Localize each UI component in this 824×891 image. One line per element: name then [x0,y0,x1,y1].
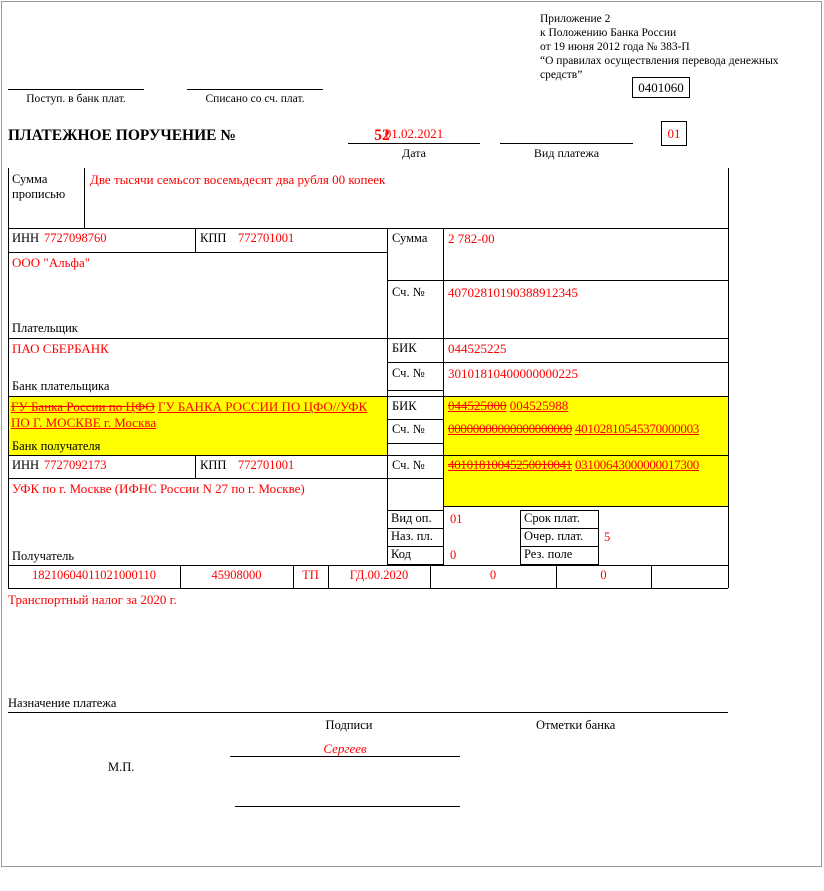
payer-bank-account-label: Сч. № [392,366,425,380]
payment-type-label: Вид платежа [533,146,600,160]
divider [651,565,652,588]
payer-bank-account-value: 30101810400000000225 [448,366,578,381]
table-left-border [8,168,9,588]
status-code-box: 01 [661,121,687,146]
divider [387,419,443,420]
signature-value: Сергеев [323,741,367,756]
document-title: ПЛАТЕЖНОЕ ПОРУЧЕНИЕ № [8,127,236,144]
divider [8,338,728,339]
divider [195,455,196,478]
payee-bank-caption: Банк получателя [12,439,101,453]
table-right-border [728,168,729,588]
divider [195,228,196,252]
appendix-block [540,12,822,82]
payment-type-line [500,126,633,144]
payee-bank-bik-label: БИК [392,399,417,413]
payee-bank-account-value [448,421,726,437]
tax-oktmo-cell: 45908000 [211,568,262,582]
payee-name: УФК по г. Москве (ИФНС России N 27 по г. Москве) [12,481,305,496]
payee-bank-name-new: ГУ БАНКА РОССИИ ПО ЦФО//УФК ПО Г. МОСКВЕ г. Москва [11,399,368,430]
received-label: Поступ. в банк плат. [26,93,126,105]
amount-words-label: Сумма прописью [12,172,66,201]
tax-kbk-cell: 18210604011021000110 [31,568,157,582]
amount-words-value: Две тысячи семьсот восемьдесят два рубля 00 копеек [90,172,386,187]
date-label: Дата [402,146,426,160]
payee-bank-account-label: Сч. № [392,422,425,436]
divider [8,252,387,253]
payer-kpp-label: КПП [200,231,227,245]
second-signature-line [235,790,460,807]
tax-doc-number-cell: 0 [489,568,497,582]
payer-bank-caption: Банк плательщика [12,379,110,393]
payer-kpp-value: 772701001 [238,231,295,245]
op-type-label-cell: Вид оп. [387,510,444,529]
divider [387,390,443,391]
received-line [8,75,144,90]
priority-label-cell: Очер. плат. [520,528,599,547]
appendix-line: “О правилах осуществления перевода денежных средств” [540,55,779,81]
divider [8,228,728,229]
payer-bank-bik-value: 044525225 [448,341,507,356]
payer-inn-label: ИНН [12,231,40,245]
payer-caption: Плательщик [12,321,78,335]
tax-period-cell: ГД.00.2020 [349,568,409,582]
debited-label: Списано со сч. плат. [205,93,305,105]
payee-bank-account-old: 00000000000000000000 [448,421,573,436]
divider [8,396,728,397]
amount-label: Сумма [392,231,428,245]
purpose-text: Транспортный налог за 2020 г. [8,592,177,607]
payee-inn-label: ИНН [12,458,40,472]
divider [8,478,443,479]
payee-account-old: 40101810045250010041 [448,457,573,472]
payee-bank-bik-new: 004525988 [509,398,569,413]
purpose-caption: Назначение платежа [8,696,117,710]
appendix-line: Приложение 2 [540,13,611,25]
date-value: 01.02.2021 [348,126,480,144]
payee-bank-bik-old: 044525000 [448,398,507,413]
payer-inn-value: 7727098760 [44,231,107,245]
divider [387,362,728,363]
debited-line [187,75,323,90]
divider [84,168,85,228]
due-date-label-cell: Срок плат. [520,510,599,529]
payee-kpp-value: 772701001 [238,458,295,472]
divider [387,280,728,281]
op-type-value: 01 [450,512,463,526]
bank-marks-label: Отметки банка [536,718,616,732]
divider [8,565,728,566]
document-number: 52 [374,127,390,144]
code-label-cell: Код [387,546,444,565]
payee-bank-bik-value [448,398,726,414]
appendix-line: от 19 июня 2012 года № 383-П [540,41,690,53]
payee-kpp-label: КПП [200,458,227,472]
form-code-box: 0401060 [632,77,690,98]
appendix-line: к Положению Банка России [540,27,677,39]
tax-doc-date-cell: 0 [600,568,607,582]
purpose-line [8,712,728,713]
payer-account-value: 40702810190388912345 [448,285,578,300]
payee-bank-account-new: 40102810545370000003 [574,421,699,436]
stamp-label: М.П. [108,760,135,774]
reserve-label-cell: Рез. поле [520,546,599,565]
payer-bank-name: ПАО СБЕРБАНК [12,341,109,356]
divider [8,455,728,456]
payee-account-new: 03100643000000017300 [574,457,699,472]
payer-name: ООО "Альфа" [12,255,91,270]
payee-bank-name [11,399,383,431]
signatures-label: Подписи [325,718,373,732]
payee-account-label: Сч. № [392,458,425,472]
amount-value: 2 782-00 [448,231,495,246]
payer-bank-bik-label: БИК [392,341,417,355]
priority-value: 5 [604,530,611,544]
payee-account-value [448,457,726,473]
payee-bank-name-old: ГУ Банка России по ЦФО [11,399,155,414]
pay-purpose-label-cell: Наз. пл. [387,528,444,547]
payer-account-label: Сч. № [392,285,425,299]
tax-basis-cell: ТП [302,568,319,582]
divider [387,443,443,444]
payee-inn-value: 7727092173 [44,458,107,472]
divider [8,588,728,589]
payee-caption: Получатель [12,549,75,563]
code-value: 0 [450,548,457,562]
